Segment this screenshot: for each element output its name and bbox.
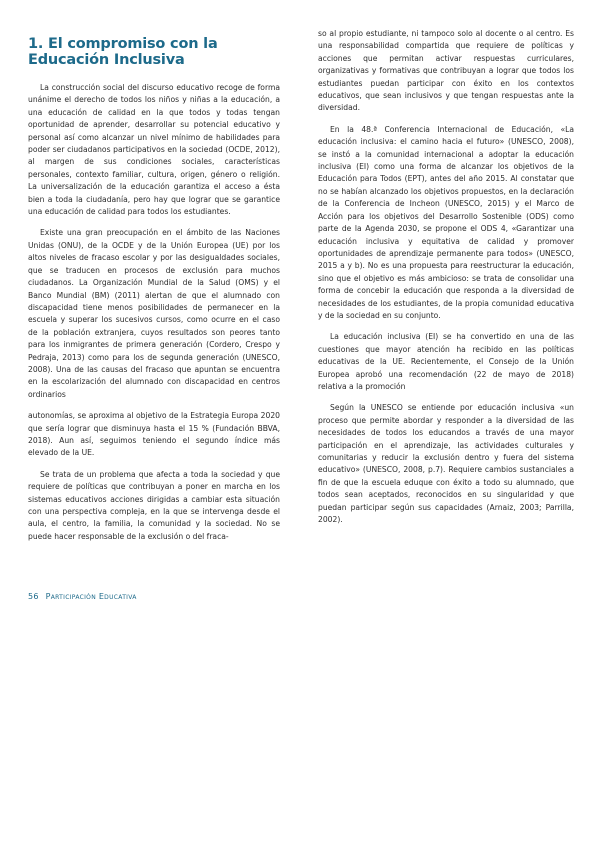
section-title: 1. El compromiso con la Educación Inclusiva xyxy=(28,36,218,68)
paragraph: so al propio estudiante, ni tampoco solo al docente o al centro. Es una responsabilidad compartida que requiere de políticas y acciones que permitan activar respuestas curriculares, organizativas y formativas que contribuyan a lograr que todos los estudiantes puedan participar con éxito en los contextos educativos, que sean inclusivos y que tengan respuestas ante la diversidad. xyxy=(318,29,574,113)
paragraph: La educación inclusiva (EI) se ha convertido en una de las cuestiones que mayor atención ha recibido en las políticas educativas de la UE. Recientemente, el Consejo de la Unión Europea aprobó una recomendación (22 de mayo de 2018) relativa a la promoción xyxy=(318,332,574,391)
right-column xyxy=(318,28,574,535)
paragraph: Según la UNESCO se entiende por educación inclusiva «un proceso que permite abordar y responder a la diversidad de las necesidades de todos los educandos a través de una mayor participación en el aprendizaje, las actividades culturales y comunitarias y reducir la exclusión dentro y fuera del sistema educativo» (UNESCO, 2008, p.7). Requiere cambios sustanciales a fin de que la escuela eduque con éxito a todo su alumnado, que todos sean aceptados, reconocidos en su singularidad y que puedan participar según sus capacidades (Arnaiz, 2003; Parrilla, 2002). xyxy=(318,403,574,525)
paragraph: Se trata de un problema que afecta a toda la sociedad y que requiere de políticas que contribuyan a poner en marcha en los sistemas educativos acciones dirigidas a cambiar esta situación con una perspectiva compleja, en la que se intervenga desde el aula, el centro, la familia, la comunidad y la sociedad. No se puede hacer responsable de la exclusión o del fraca- xyxy=(28,469,280,541)
paragraph: La construcción social del discurso educativo recoge de forma unánime el derecho de todos los niños y niñas a la educación, a una educación de calidad en la que todos y todas tengan oportunidad de aprender, desarrollar su potencial educativo y personal así como alcanzar un nivel mínimo de habilidades para poder ser ciudadanos participativos en la sociedad (OCDE, 2012), al margen de sus condiciones sociales, características personales, contexto familiar, cultura, origen, género o religión. La universalización de la educación garantiza el acceso a ésta bien a toda la ciudadanía, pero hay que lograr que se garantice una educación de calidad para todos los estudiantes. xyxy=(28,83,280,217)
paragraph: Existe una gran preocupación en el ámbito de las Naciones Unidas (ONU), de la OCDE y de la Unión Europea (UE) por los altos niveles de fracaso escolar y por las desigualdades sociales, que se traducen en procesos de exclusión para muchos ciudadanos. La Organización Mundial de la Salud (OMS) y el Banco Mundial (BM) (2011) alertan de que el alumnado con discapacidad tiene menos posibilidades de permanecer en la escuela y superar los sucesivos cursos, como ocurre en el caso de la población extranjera, cuyos resultados son peores tanto para los inmigrantes de primera generación (Cordero, Crespo y Pedraja, 2013) como para los de segunda generación (UNESCO, 2008). Una de las causas del fracaso que apuntan se encuentra en la escolarización del alumnado con discapacidad en centros ordinarios xyxy=(28,228,280,399)
paragraph: En la 48.ª Conferencia Internacional de Educación, «La educación inclusiva: el camino hacia el futuro» (UNESCO, 2008), se instó a la comunidad internacional a adoptar la educación inclusiva (EI) como una forma de alcanzar los objetivos de la Educación para Todos (EPT), antes del año 2015. Al constatar que no se habían alcanzado los objetivos propuestos, en la declaración de la Conferencia de Incheon (UNESCO, 2015) y el Marco de Acción para los objetivos del Desarrollo Sostenible (ODS) como parte de la Agenda 2030, se propone el ODS 4, «Garantizar una educación inclusiva y equitativa de calidad y promover oportunidades de aprendizaje permanente para todos» (UNESCO, 2015 a y b). No es una propuesta para reestructurar la educación, sino que el objetivo es más ambicioso: se trata de consolidar una forma de concebir la educación que responda a la diversidad de necesidades de los estudiantes, de la propia comunidad educativa y de la sociedad en su conjunto. xyxy=(318,124,574,320)
journal-name: Participación Educativa xyxy=(45,592,137,601)
page-footer xyxy=(28,592,137,601)
page-number: 56 xyxy=(28,592,39,601)
left-column xyxy=(28,30,280,552)
paragraph: autonomías, se aproxima al objetivo de la Estrategia Europa 2020 que sería lograr que disminuya hasta el 15 % (Fundación BBVA, 2018). Aun así, seguimos teniendo el segundo índice más elevado de la UE. xyxy=(28,411,280,458)
